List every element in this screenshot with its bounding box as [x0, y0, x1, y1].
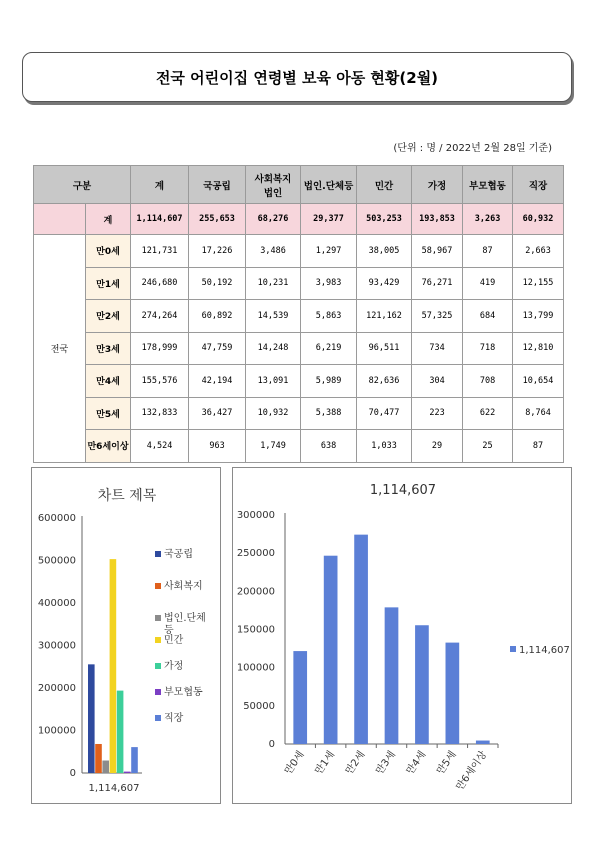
- chart-title: 1,114,607: [369, 483, 437, 498]
- table-cell: 1,749: [246, 430, 301, 463]
- y-tick-label: 400000: [37, 598, 76, 609]
- header-private: 민간: [357, 166, 412, 204]
- x-tick-label: 만6세이상: [454, 749, 490, 793]
- y-tick-label: 100000: [37, 725, 76, 737]
- y-tick-label: 150000: [236, 624, 275, 636]
- y-tick-label: 50000: [243, 700, 275, 712]
- chart-by-type: [31, 467, 221, 804]
- total-value: 503,253: [357, 204, 412, 235]
- chart-title: 차트 제목: [97, 488, 157, 504]
- table-row: [34, 430, 564, 463]
- table-cell: 38,005: [357, 235, 412, 268]
- table-cell: 5,388: [301, 397, 357, 430]
- bar-만6세이상: [476, 741, 490, 744]
- table-cell: 87: [463, 235, 513, 268]
- total-value: 1,114,607: [131, 204, 189, 235]
- header-social-welfare: 사회복지 법인: [246, 166, 301, 204]
- age-label: 만5세: [86, 397, 131, 430]
- x-tick-label: 만4세: [404, 749, 429, 777]
- table-cell: 2,663: [513, 235, 564, 268]
- x-tick-label: 만5세: [435, 749, 459, 777]
- y-tick-label: 0: [268, 739, 275, 750]
- childcare-table: [33, 165, 564, 463]
- table-cell: 178,999: [131, 332, 189, 365]
- table-cell: 734: [412, 332, 463, 365]
- header-workplace: 직장: [513, 166, 564, 204]
- table-cell: 5,989: [301, 365, 357, 398]
- bar-만3세: [385, 607, 399, 744]
- table-cell: 1,033: [357, 430, 412, 463]
- age-label: 만0세: [86, 235, 131, 268]
- legend-swatch: [155, 663, 161, 669]
- table-cell: 3,983: [301, 267, 357, 300]
- legend-label: 국공립: [164, 549, 193, 560]
- bar-만2세: [354, 535, 368, 744]
- bar-만1세: [324, 556, 338, 744]
- chart-by-age: [232, 467, 572, 804]
- legend-swatch: [155, 583, 161, 589]
- header-parent-coop: 부모협동: [463, 166, 513, 204]
- header-home: 가정: [412, 166, 463, 204]
- x-category-label: 1,114,607: [88, 783, 140, 794]
- y-tick-label: 500000: [37, 555, 76, 567]
- table-cell: 12,155: [513, 267, 564, 300]
- x-tick-label: 만0세: [282, 749, 307, 777]
- x-tick-label: 만1세: [313, 749, 338, 777]
- table-cell: 4,524: [131, 430, 189, 463]
- table-cell: 121,731: [131, 235, 189, 268]
- age-label: 만2세: [86, 300, 131, 333]
- region-cell: 전국: [34, 235, 86, 463]
- table-cell: 82,636: [357, 365, 412, 398]
- legend-label: 가정: [164, 661, 184, 672]
- bar-법인.단체등: [102, 761, 109, 773]
- table-cell: 622: [463, 397, 513, 430]
- bar-사회복지: [95, 744, 102, 773]
- table-cell: 6,219: [301, 332, 357, 365]
- table-cell: 10,654: [513, 365, 564, 398]
- total-value: 29,377: [301, 204, 357, 235]
- y-tick-label: 300000: [236, 510, 275, 521]
- x-tick-label: 만3세: [374, 749, 398, 777]
- table-cell: 8,764: [513, 397, 564, 430]
- legend-swatch: [155, 551, 161, 557]
- table-row: [34, 235, 564, 268]
- legend-swatch: [155, 715, 161, 721]
- table-cell: 14,539: [246, 300, 301, 333]
- table-row: [34, 332, 564, 365]
- table-cell: 155,576: [131, 365, 189, 398]
- table-cell: 96,511: [357, 332, 412, 365]
- table-cell: 57,325: [412, 300, 463, 333]
- chart-by-age-svg: [233, 468, 573, 805]
- table-cell: 304: [412, 365, 463, 398]
- table-cell: 13,091: [246, 365, 301, 398]
- table-cell: 684: [463, 300, 513, 333]
- bar-만0세: [293, 651, 307, 744]
- table-cell: 419: [463, 267, 513, 300]
- table-cell: 36,427: [189, 397, 246, 430]
- table-cell: 70,477: [357, 397, 412, 430]
- age-label: 만3세: [86, 332, 131, 365]
- bar-만5세: [446, 643, 460, 744]
- table-cell: 17,226: [189, 235, 246, 268]
- table-cell: 60,892: [189, 300, 246, 333]
- y-tick-label: 0: [69, 768, 76, 779]
- table-cell: 87: [513, 430, 564, 463]
- table-cell: 58,967: [412, 235, 463, 268]
- table-cell: 13,799: [513, 300, 564, 333]
- table-cell: 246,680: [131, 267, 189, 300]
- total-value: 193,853: [412, 204, 463, 235]
- table-cell: 223: [412, 397, 463, 430]
- y-tick-label: 200000: [236, 586, 275, 598]
- total-value: 68,276: [246, 204, 301, 235]
- table-cell: 10,932: [246, 397, 301, 430]
- header-corporation: 법인.단체등: [301, 166, 357, 204]
- legend-swatch: [155, 689, 161, 695]
- table-cell: 1,297: [301, 235, 357, 268]
- table-cell: 638: [301, 430, 357, 463]
- table-cell: 42,194: [189, 365, 246, 398]
- y-tick-label: 200000: [37, 683, 76, 694]
- age-label: 만6세이상: [86, 430, 131, 463]
- legend-swatch: [155, 637, 161, 643]
- table-cell: 708: [463, 365, 513, 398]
- y-tick-label: 600000: [37, 513, 76, 524]
- table-cell: 76,271: [412, 267, 463, 300]
- table-cell: 274,264: [131, 300, 189, 333]
- table-cell: 50,192: [189, 267, 246, 300]
- header-public: 국공립: [189, 166, 246, 204]
- x-tick-label: 만2세: [343, 749, 368, 777]
- header-category: 구분: [34, 166, 131, 204]
- age-label: 만4세: [86, 365, 131, 398]
- y-tick-label: 300000: [37, 640, 76, 652]
- legend-label: 법인.단체: [164, 613, 206, 624]
- table-cell: 718: [463, 332, 513, 365]
- bar-민간: [110, 559, 117, 773]
- legend-swatch: [510, 646, 516, 652]
- table-cell: 12,810: [513, 332, 564, 365]
- bar-부모협동: [124, 772, 131, 773]
- legend-label: 부모협동: [164, 687, 203, 698]
- table-cell: 121,162: [357, 300, 412, 333]
- table-row: [34, 365, 564, 398]
- table-row: [34, 397, 564, 430]
- table-cell: 963: [189, 430, 246, 463]
- header-total: 계: [131, 166, 189, 204]
- total-value: 60,932: [513, 204, 564, 235]
- legend-label: 직장: [164, 713, 184, 724]
- total-value: 255,653: [189, 204, 246, 235]
- table-cell: 10,231: [246, 267, 301, 300]
- table-cell: 25: [463, 430, 513, 463]
- table-cell: 132,833: [131, 397, 189, 430]
- bar-국공립: [88, 664, 95, 773]
- legend-swatch: [155, 615, 161, 621]
- chart-by-type-svg: [32, 468, 222, 805]
- table-row: [34, 300, 564, 333]
- table-cell: 14,248: [246, 332, 301, 365]
- bar-만4세: [415, 625, 429, 744]
- table-row: [34, 267, 564, 300]
- y-tick-label: 250000: [236, 548, 275, 560]
- y-tick-label: 100000: [236, 662, 275, 674]
- total-label: 계: [86, 204, 131, 235]
- table-cell: 47,759: [189, 332, 246, 365]
- table-cell: 5,863: [301, 300, 357, 333]
- bar-직장: [131, 747, 138, 773]
- total-value: 3,263: [463, 204, 513, 235]
- table-cell: 29: [412, 430, 463, 463]
- legend-label-cont: 등: [164, 625, 174, 636]
- total-row: [34, 204, 564, 235]
- page-title-box: [22, 52, 572, 102]
- total-blank-cell: [34, 204, 86, 235]
- legend-label: 1,114,607: [519, 645, 570, 656]
- bar-가정: [117, 691, 124, 773]
- unit-note: (단위 : 명 / 2022년 2월 28일 기준): [393, 143, 552, 154]
- page-title: 전국 어린이집 연령별 보육 아동 현황(2월): [155, 68, 439, 87]
- age-label: 만1세: [86, 267, 131, 300]
- table-header-row: [34, 166, 564, 204]
- legend-label: 민간: [164, 635, 184, 646]
- table-cell: 3,486: [246, 235, 301, 268]
- legend-label: 사회복지: [164, 581, 203, 592]
- table-cell: 93,429: [357, 267, 412, 300]
